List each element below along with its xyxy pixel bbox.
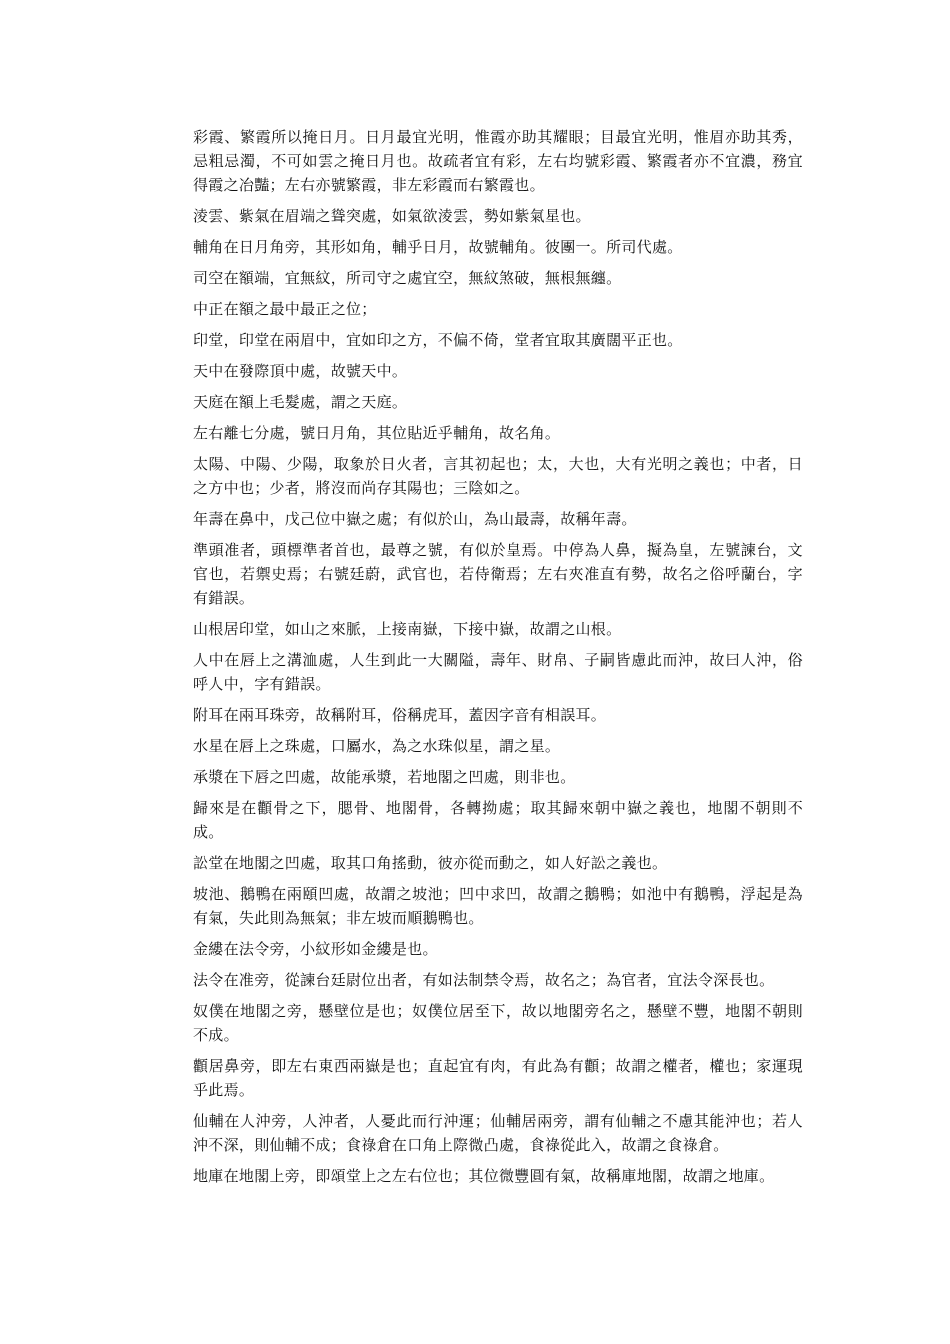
paragraph-guilai: 歸來是在顴骨之下，腮骨、地閣骨，各轉拗處；取其歸來朝中嶽之義也，地閣不朝則不成。 <box>193 799 803 841</box>
paragraph-songtang: 訟堂在地閣之凹處，取其口角搖動，彼亦從而動之，如人好訟之義也。 <box>193 854 668 872</box>
paragraph-sikong: 司空在額端，宜無紋，所司守之處宜空，無紋煞破，無根無纏。 <box>193 269 622 287</box>
paragraph-yintang: 印堂，印堂在兩眉中，宜如印之方，不偏不倚，堂者宜取其廣闊平正也。 <box>193 331 683 349</box>
paragraph-lingyun: 淩雲、紫氣在眉端之聳突處，如氣欲淩雲，勢如紫氣星也。 <box>193 207 591 225</box>
paragraph-renzhong: 人中在唇上之溝洫處，人生到此一大關隘，壽年、財帛、子嗣皆慮此而沖，故曰人沖，俗呼人中，字有錯誤。 <box>193 651 803 693</box>
paragraph-diku: 地庫在地閣上旁，即頌堂上之左右位也；其位微豐圓有氣，故稱庫地閣，故謂之地庫。 <box>193 1167 775 1185</box>
paragraph-faling: 法令在准旁，從諫台廷尉位出者，有如法制禁令焉，故名之；為官者，宜法令深長也。 <box>193 971 775 989</box>
paragraph-tianting: 天庭在額上毛髮處，謂之天庭。 <box>193 393 408 411</box>
paragraph-riyuejiao: 左右離七分處，號日月角，其位貼近乎輔角，故名角。 <box>193 424 561 442</box>
document-page <box>193 125 803 1195</box>
paragraph-nianshou: 年壽在鼻中，戊己位中嶽之處；有似於山，為山最壽，故稱年壽。 <box>193 510 637 528</box>
paragraph-nupu: 奴僕在地閣之旁，懸壁位是也；奴僕位居至下，故以地閣旁名之，懸壁不豐，地閣不朝則不成。 <box>193 1002 803 1044</box>
paragraph-fujiao: 輔角在日月角旁，其形如角，輔乎日月，故號輔角。彼團一。所司代處。 <box>193 238 683 256</box>
paragraph-zhuntou: 準頭准者，頭標準者首也，最尊之號，有似於皇焉。中停為人鼻，擬為皇，左號諫台，文官也，若禦史焉；右號廷蔚，武官也，若侍衛焉；左右夾准直有勢，故名之俗呼蘭台，字有錯誤。 <box>193 541 803 607</box>
paragraph-quan: 顴居鼻旁，即左右東西兩嶽是也；直起宜有肉，有此為有顴；故謂之權者，權也；家運現乎此焉。 <box>193 1057 803 1099</box>
paragraph-chengjiang: 承漿在下唇之凹處，故能承漿，若地閣之凹處，則非也。 <box>193 768 576 786</box>
paragraph-zhongzheng: 中正在額之最中最正之位； <box>193 300 377 318</box>
paragraph-caixia: 彩霞、繁霞所以掩日月。日月最宜光明，惟霞亦助其耀眼；目最宜光明，惟眉亦助其秀，忌粗忌濁，不可如雲之掩日月也。故疏者宜有彩，左右均號彩霞、繁霞者亦不宜濃，務宜得霞之冶豔；左右亦號繁霞，非左彩霞而右繁霞也。 <box>193 128 803 194</box>
paragraph-taiyang: 太陽、中陽、少陽，取象於日火者，言其初起也；太，大也，大有光明之義也；中者，日之方中也；少者，將沒而尚存其陽也；三陰如之。 <box>193 455 803 497</box>
paragraph-fuer: 附耳在兩耳珠旁，故稱附耳，俗稱虎耳，蓋因字音有相誤耳。 <box>193 706 607 724</box>
paragraph-pochi: 坡池、鵝鴨在兩頤凹處，故謂之坡池；凹中求凹，故謂之鵝鴨；如池中有鵝鴨，浮起是為有氣，失此則為無氣；非左坡而順鵝鴨也。 <box>193 885 803 927</box>
paragraph-shuixing: 水星在唇上之珠處，口屬水，為之水珠似星，謂之星。 <box>193 737 561 755</box>
paragraph-tianzhong: 天中在發際頂中處，故號天中。 <box>193 362 408 380</box>
paragraph-jinlv: 金縷在法令旁，小紋形如金縷是也。 <box>193 940 438 958</box>
paragraph-xianfu: 仙輔在人沖旁，人沖者，人憂此而行沖運；仙輔居兩旁，謂有仙輔之不慮其能沖也；若人沖不深，則仙輔不成；食祿倉在口角上際微凸處，食祿從此入，故謂之食祿倉。 <box>193 1112 803 1154</box>
paragraph-shangen: 山根居印堂，如山之來脈，上接南嶽，下接中嶽，故謂之山根。 <box>193 620 622 638</box>
